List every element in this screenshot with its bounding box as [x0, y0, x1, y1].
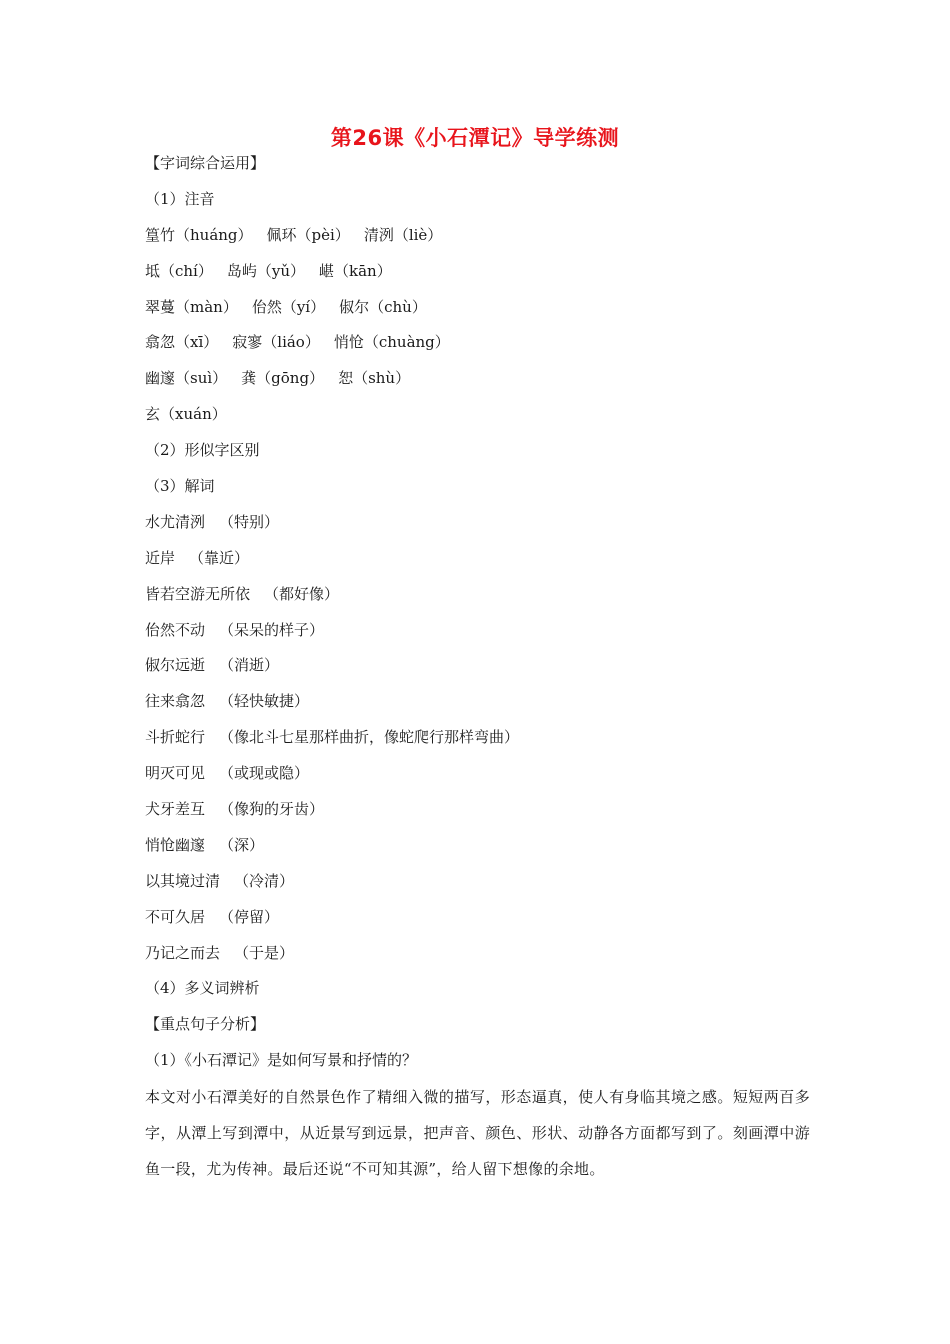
- pinyin-item: 寂寥（liáo）: [232, 333, 320, 352]
- pinyin-line: [145, 290, 810, 326]
- glossary-meaning: （靠近）: [189, 548, 250, 567]
- glossary-meaning: （轻快敏捷）: [219, 692, 310, 711]
- question-1: （1）《小石潭记》是如何写景和抒情的？: [145, 1051, 418, 1070]
- pinyin-line: [145, 218, 810, 254]
- section-heading-key-sentences: 【重点句子分析】: [145, 1015, 266, 1034]
- glossary-meaning: （冷清）: [234, 871, 295, 890]
- glossary-meaning: （消逝）: [219, 656, 280, 675]
- pinyin-item: 佩环（pèi）: [266, 225, 350, 244]
- glossary-meaning: （都好像）: [264, 584, 340, 603]
- glossary-word: 不可久居: [145, 907, 206, 926]
- glossary-item: [145, 648, 810, 684]
- glossary-item: [145, 577, 810, 613]
- pinyin-item: 翕忽（xī）: [145, 333, 219, 352]
- glossary-word: 明灭可见: [145, 764, 206, 783]
- pinyin-item: 悄怆（chuàng）: [333, 333, 450, 352]
- glossary-meaning: （停留）: [219, 907, 280, 926]
- glossary-word: 悄怆幽邃: [145, 835, 206, 854]
- subsection-pinyin: （1）注音: [145, 189, 215, 208]
- subsection-explain: （3）解词: [145, 477, 215, 496]
- glossary-word: 乃记之而去: [145, 943, 221, 962]
- glossary-word: 斗折蛇行: [145, 728, 206, 747]
- answer-paragraph: 本文对小石潭美好的自然景色作了精细入微的描写，形态逼真，使人有身临其境之感。短短两百多字，从潭上写到潭中，从近景写到远景，把声音、颜色、形状、动静各方面都写到了。刻画潭中游鱼一段，尤为传神。最后还说“不可知其源”，给人留下想像的余地。: [145, 1088, 810, 1179]
- page-title: 第26课《小石潭记》导学练测: [330, 126, 620, 150]
- pinyin-item: 幽邃（suì）: [145, 369, 228, 388]
- pinyin-line: [145, 254, 810, 290]
- pinyin-item: 嵁（kān）: [319, 261, 392, 280]
- glossary-meaning: （深）: [219, 835, 265, 854]
- pinyin-line: [145, 325, 810, 361]
- glossary-word: 以其境过清: [145, 871, 221, 890]
- pinyin-item: 俶尔（chù）: [339, 297, 427, 316]
- glossary-word: 皆若空游无所依: [145, 584, 251, 603]
- glossary-word: 近岸: [145, 548, 176, 567]
- pinyin-item: 佁然（yí）: [251, 297, 326, 316]
- glossary-item: [145, 505, 810, 541]
- pinyin-item: 龚（gōng）: [241, 369, 325, 388]
- glossary-item: [145, 900, 810, 936]
- glossary-word: 往来翕忽: [145, 692, 206, 711]
- pinyin-item: 篁竹（huáng）: [145, 225, 253, 244]
- glossary-item: [145, 936, 810, 972]
- glossary-meaning: （于是）: [234, 943, 295, 962]
- glossary-item: [145, 720, 810, 756]
- glossary-meaning: （呆呆的样子）: [219, 620, 325, 639]
- glossary-item: [145, 756, 810, 792]
- subsection-polysemy: （4）多义词辨析: [145, 979, 260, 998]
- pinyin-item: 坻（chí）: [145, 261, 213, 280]
- pinyin-item: 清洌（liè）: [363, 225, 443, 244]
- pinyin-line: [145, 361, 810, 397]
- glossary-item: [145, 792, 810, 828]
- glossary-word: 水尤清洌: [145, 512, 206, 531]
- glossary-meaning: （或现或隐）: [219, 764, 310, 783]
- pinyin-item: 翠蔓（màn）: [145, 297, 238, 316]
- glossary-word: 俶尔远逝: [145, 656, 206, 675]
- glossary-item: [145, 864, 810, 900]
- glossary-word: 犬牙差互: [145, 800, 206, 819]
- content-body: [145, 146, 810, 1187]
- pinyin-item: 岛屿（yǔ）: [226, 261, 305, 280]
- section-heading-words: 【字词综合运用】: [145, 154, 266, 172]
- glossary-meaning: （像狗的牙齿）: [219, 800, 325, 819]
- glossary-item: [145, 828, 810, 864]
- glossary-meaning: （特别）: [219, 512, 280, 531]
- glossary-item: [145, 541, 810, 577]
- glossary-item: [145, 684, 810, 720]
- pinyin-line: [145, 397, 810, 433]
- glossary-item: [145, 613, 810, 649]
- glossary-word: 佁然不动: [145, 620, 206, 639]
- glossary-meaning: （像北斗七星那样曲折，像蛇爬行那样弯曲）: [219, 728, 520, 747]
- pinyin-item: 玄（xuán）: [145, 405, 227, 424]
- subsection-similar-chars: （2）形似字区别: [145, 441, 260, 460]
- pinyin-item: 恕（shù）: [338, 369, 411, 388]
